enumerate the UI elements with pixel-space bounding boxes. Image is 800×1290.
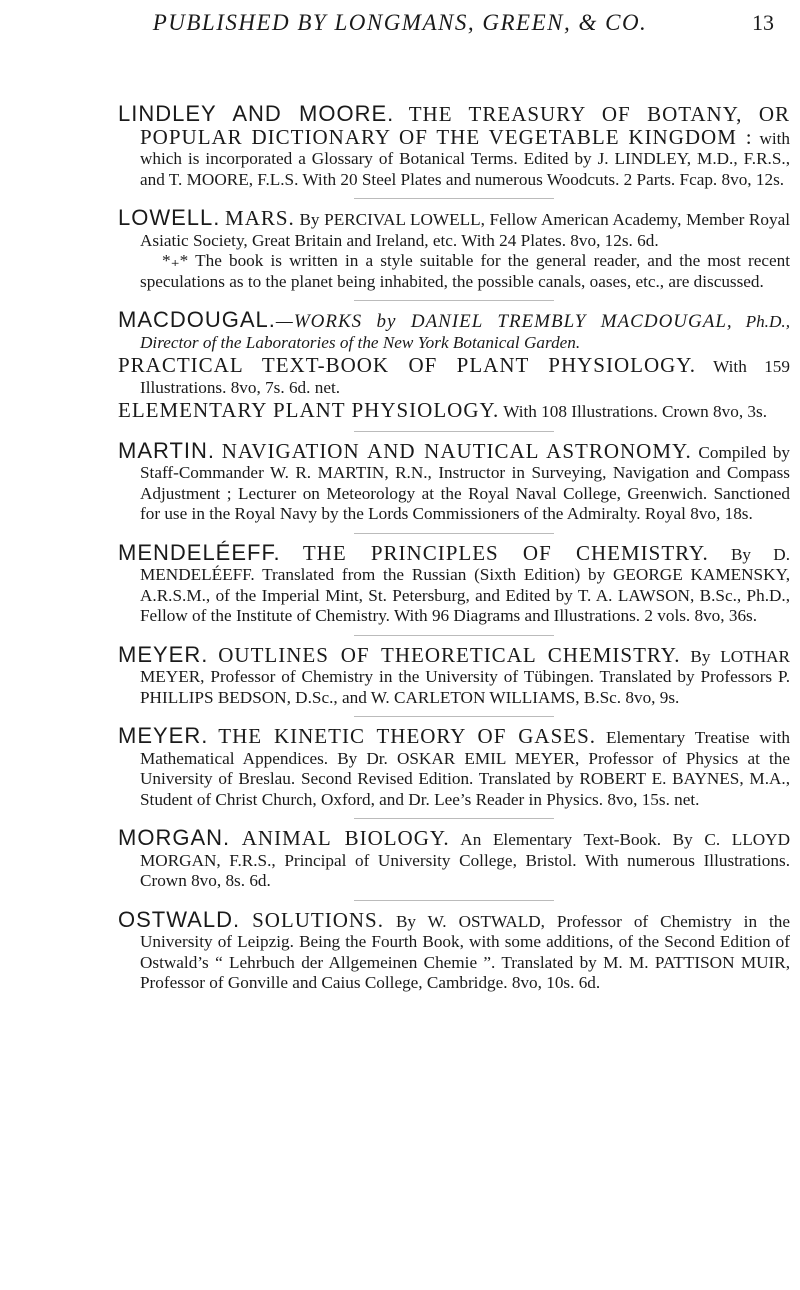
sub-entry-description: With 108 Illustrations. Crown 8vo, 3s. [503, 402, 767, 421]
entry-description: Compiled by Staff-Commander W. R. MARTIN, R.N., Instructor in Surveying, Navigation and Compass Adjustment ; Lecturer on Meteorology at the Royal Naval College, Greenwich. Sanctioned for use in the Royal Navy by the Lords Commissioners of the Admiralty. Royal 8vo, 18s. [140, 442, 791, 523]
entry-author: OSTWALD. [118, 906, 241, 932]
entry-title: NAVIGATION AND NAUTICAL ASTRONOMY. [221, 438, 692, 463]
entry-author: LOWELL. [118, 205, 221, 230]
entry-author: MACDOUGAL. [118, 307, 276, 332]
entry-divider [354, 431, 554, 432]
entry-author: MARTIN. [118, 437, 216, 463]
page-header [0, 6, 800, 46]
entry-author: LINDLEY AND MOORE. [118, 101, 395, 126]
entry-description: By PERCIVAL LOWELL, Fellow American Academy, Member Royal Asiatic Society, Great Britain and Ireland, etc. With 24 Plates. 8vo, 12s. 6d. [140, 210, 790, 250]
sub-entry-title: PRACTICAL TEXT-BOOK OF PLANT PHYSIOLOGY. [118, 353, 697, 377]
entry-title: THE PRINCIPLES OF CHEMISTRY. [302, 540, 709, 565]
catalogue-entry-meyer-theoretical [118, 641, 790, 709]
catalogue-entry-mendeleeff [118, 539, 790, 627]
entry-title: ANIMAL BIOLOGY. [241, 826, 450, 850]
catalogue-entry-lowell [118, 205, 790, 251]
entry-description: By W. OSTWALD, Professor of Chemistry in the University of Leipzig. Being the Fourth Book, with some additions, of the Second Edition of Ostwald’s “ Lehrbuch der Allgemeinen Chemie ”. Translated by M. M. PATTISON MUIR, Professor of Gonville and Caius College, Cambridge. 8vo, 10s. 6d. [140, 911, 791, 992]
catalogue-entry-lindley-moore [118, 101, 790, 190]
entry-author: MEYER. [118, 723, 209, 748]
entry-author: MENDELÉEFF. [118, 539, 281, 565]
entry-author: MEYER. [118, 641, 209, 667]
catalogue-entry-ostwald [118, 906, 791, 994]
catalogue-entry-macdougal [118, 307, 790, 353]
catalogue-entries [118, 101, 791, 994]
entry-description: By LOTHAR MEYER, Professor of Chemistry in the University of Tübingen. Translated by Professors P. PHILLIPS BEDSON, D.Sc., and W. CARLETON WILLIAMS, B.Sc. 8vo, 9s. [140, 646, 790, 707]
entry-divider [354, 300, 554, 301]
entry-title: THE TREASURY OF BOTANY, OR POPULAR DICTIONARY OF THE VEGETABLE KINGDOM : [140, 102, 790, 149]
entry-description: with which is incorporated a Glossary of Botanical Terms. Edited by J. LINDLEY, M.D., F.R.S., and T. MOORE, F.L.S. With 20 Steel Plates and numerous Woodcuts. 2 Parts. Fcap. 8vo, 12s. [140, 128, 790, 189]
sub-entry-description: With 159 Illustrations. 8vo, 7s. 6d. net. [140, 357, 790, 397]
running-head: PUBLISHED BY LONGMANS, GREEN, & CO. [152, 10, 648, 35]
entry-divider [354, 198, 554, 199]
entry-description: Elementary Treatise with Mathematical Appendices. By Dr. OSKAR EMIL MEYER, Professor of Physics at the University of Breslau. Second Revised Edition. Translated by ROBERT E. BAYNES, M.A., Student of Christ Church, Oxford, and Dr. Lee’s Reader in Physics. 8vo, 15s. net. [140, 728, 790, 809]
entry-title: OUTLINES OF THEORETICAL CHEMISTRY. [218, 642, 681, 667]
entry-author: MORGAN. [118, 825, 231, 850]
entry-divider [354, 533, 554, 534]
catalogue-entry-morgan [118, 825, 790, 892]
catalogue-entry-meyer-kinetic [118, 723, 790, 810]
sub-entry-elementary-plant-physiology [118, 400, 790, 423]
entry-note: *₊* The book is written in a style suitable for the general reader, and the most recent speculations as to the planet being inhabited, the possible canals, oases, etc., are discussed. [140, 251, 790, 291]
entry-title: SOLUTIONS. [252, 907, 384, 932]
page-number: 13 [752, 10, 774, 35]
entry-title: —WORKS by DANIEL TREMBLY MACDOUGAL, [275, 311, 733, 332]
entry-divider [354, 635, 554, 636]
entry-title: THE KINETIC THEORY OF GASES. [218, 724, 597, 748]
sub-entry-practical-text-book [118, 355, 790, 398]
entry-divider [354, 900, 554, 901]
entry-description: Ph.D., Director of the Laboratories of the New York Botanical Garden. [140, 312, 790, 352]
sub-entry-title: ELEMENTARY PLANT PHYSIOLOGY. [118, 398, 500, 422]
entry-title: MARS. [225, 206, 295, 230]
entry-description: An Elementary Text-Book. By C. LLOYD MORGAN, F.R.S., Principal of University College, Bristol. With numerous Illustrations. Crown 8vo, 8s. 6d. [140, 830, 790, 890]
entry-divider [354, 818, 554, 819]
catalogue-entry-martin [118, 437, 791, 525]
entry-divider [354, 716, 554, 717]
entry-description: By D. MENDELÉEFF. Translated from the Russian (Sixth Edition) by GEORGE KAMENSKY, A.R.S.M., of the Imperial Mint, St. Petersburg, and Edited by T. A. LAWSON, B.Sc., Ph.D., Fellow of the Institute of Chemistry. With 96 Diagrams and Illustrations. 2 vols. 8vo, 36s. [140, 544, 790, 625]
